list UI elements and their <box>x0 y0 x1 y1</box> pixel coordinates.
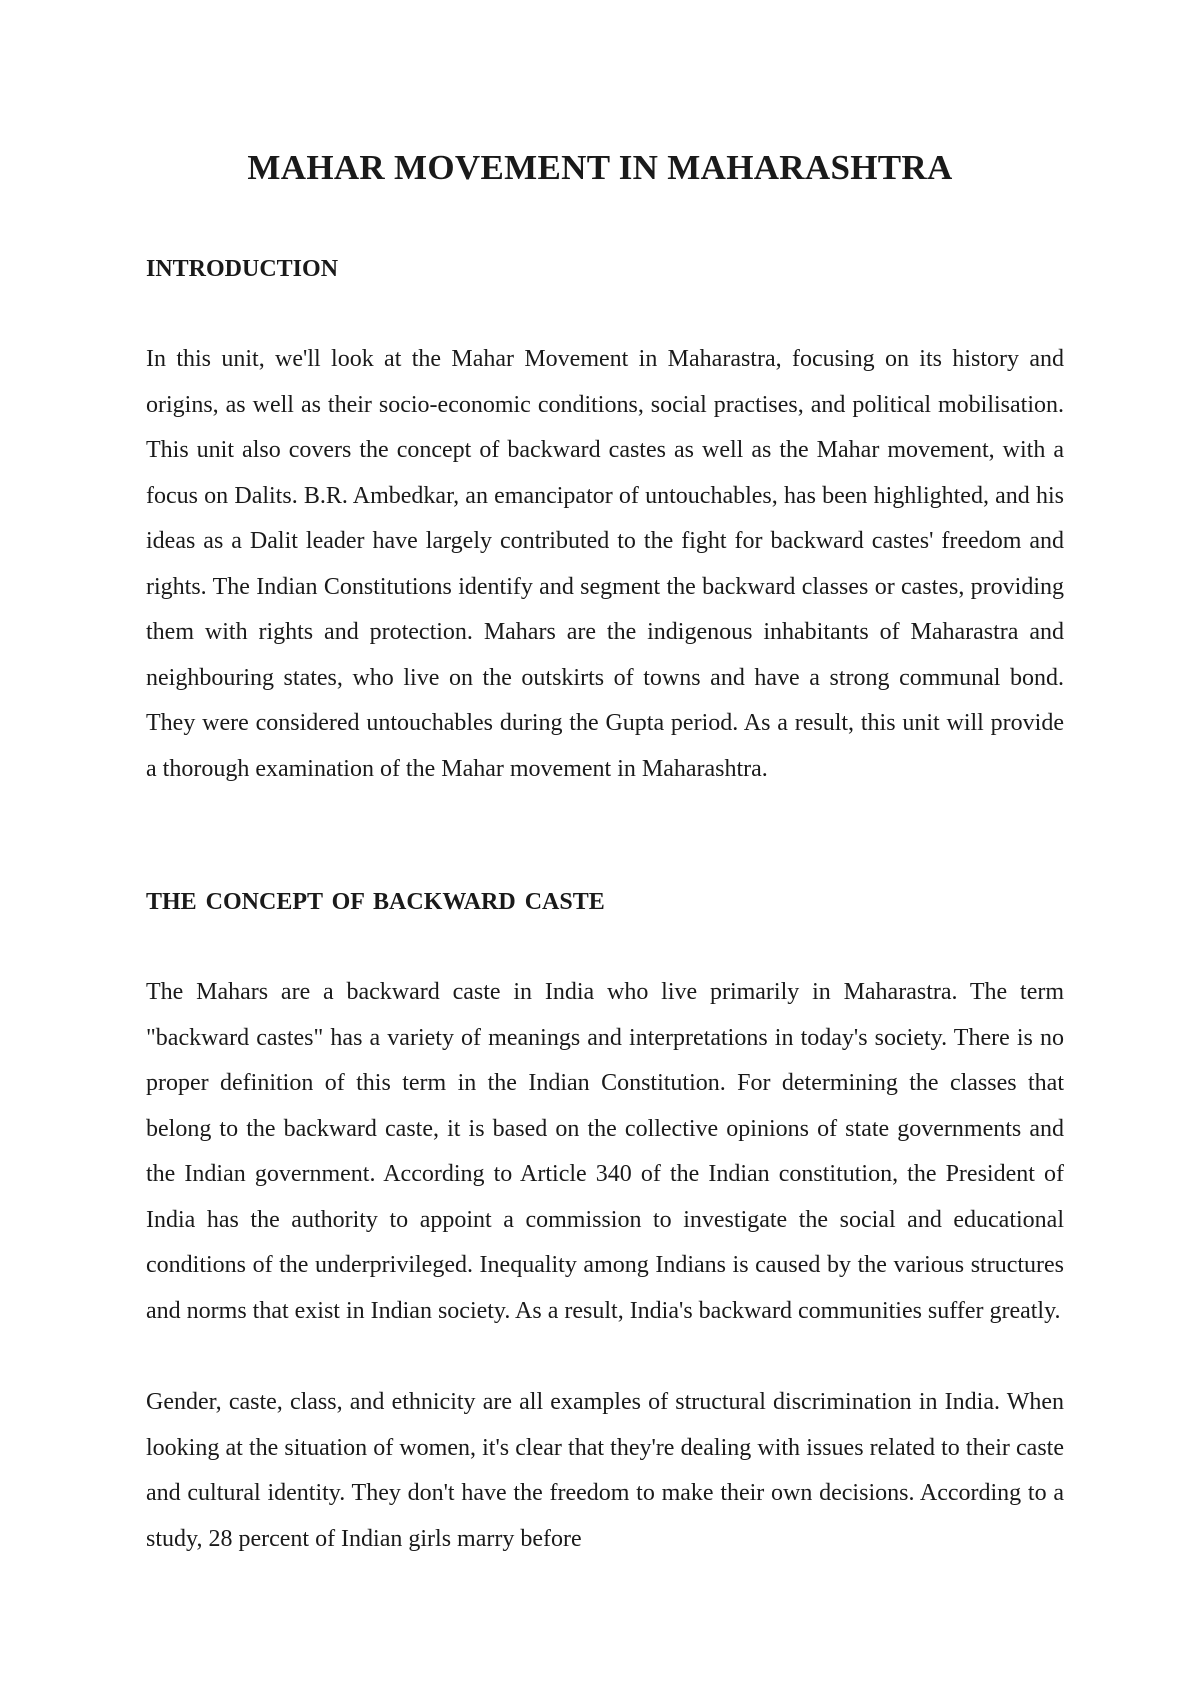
introduction-paragraph: In this unit, we'll look at the Mahar Movement in Maharastra, focusing on its history and origins, as well as their socio-economic conditions, social practises, and political mobilisation. This unit also covers the concept of backward castes as well as the Mahar movement, with a focus on Dalits. B.R. Ambedkar, an emancipator of untouchables, has been highlighted, and his ideas as a Dalit leader have largely contributed to the fight for backward castes' freedom and rights. The Indian Constitutions identify and segment the backward classes or castes, providing them with rights and protection. Mahars are the indigenous inhabitants of Maharastra and neighbouring states, who live on the outskirts of towns and have a strong communal bond. They were considered untouchables during the Gupta period. As a result, this unit will provide a thorough examination of the Mahar movement in Maharashtra. <box>146 346 1064 782</box>
backward-caste-paragraph-2: Gender, caste, class, and ethnicity are all examples of structural discrimination in India. When looking at the situation of women, it's clear that they're dealing with issues related to their caste and cultural identity. They don't have the freedom to make their own decisions. According to a study, 28 percent of Indian girls marry before <box>146 1389 1064 1552</box>
document-title: MAHAR MOVEMENT IN MAHARASHTRA <box>247 148 953 187</box>
backward-caste-paragraph-1: The Mahars are a backward caste in India who live primarily in Maharastra. The term "backward castes" has a variety of meanings and interpretations in today's society. There is no proper definition of this term in the Indian Constitution. For determining the classes that belong to the backward caste, it is based on the collective opinions of state governments and the Indian government. According to Article 340 of the Indian constitution, the President of India has the authority to appoint a commission to investigate the social and educational conditions of the underprivileged. Inequality among Indians is caused by the various structures and norms that exist in Indian society. As a result, India's backward communities suffer greatly. <box>146 979 1064 1324</box>
section-heading-backward-caste: THE CONCEPT OF BACKWARD CASTE <box>146 889 605 915</box>
section-heading-introduction: INTRODUCTION <box>146 256 339 282</box>
